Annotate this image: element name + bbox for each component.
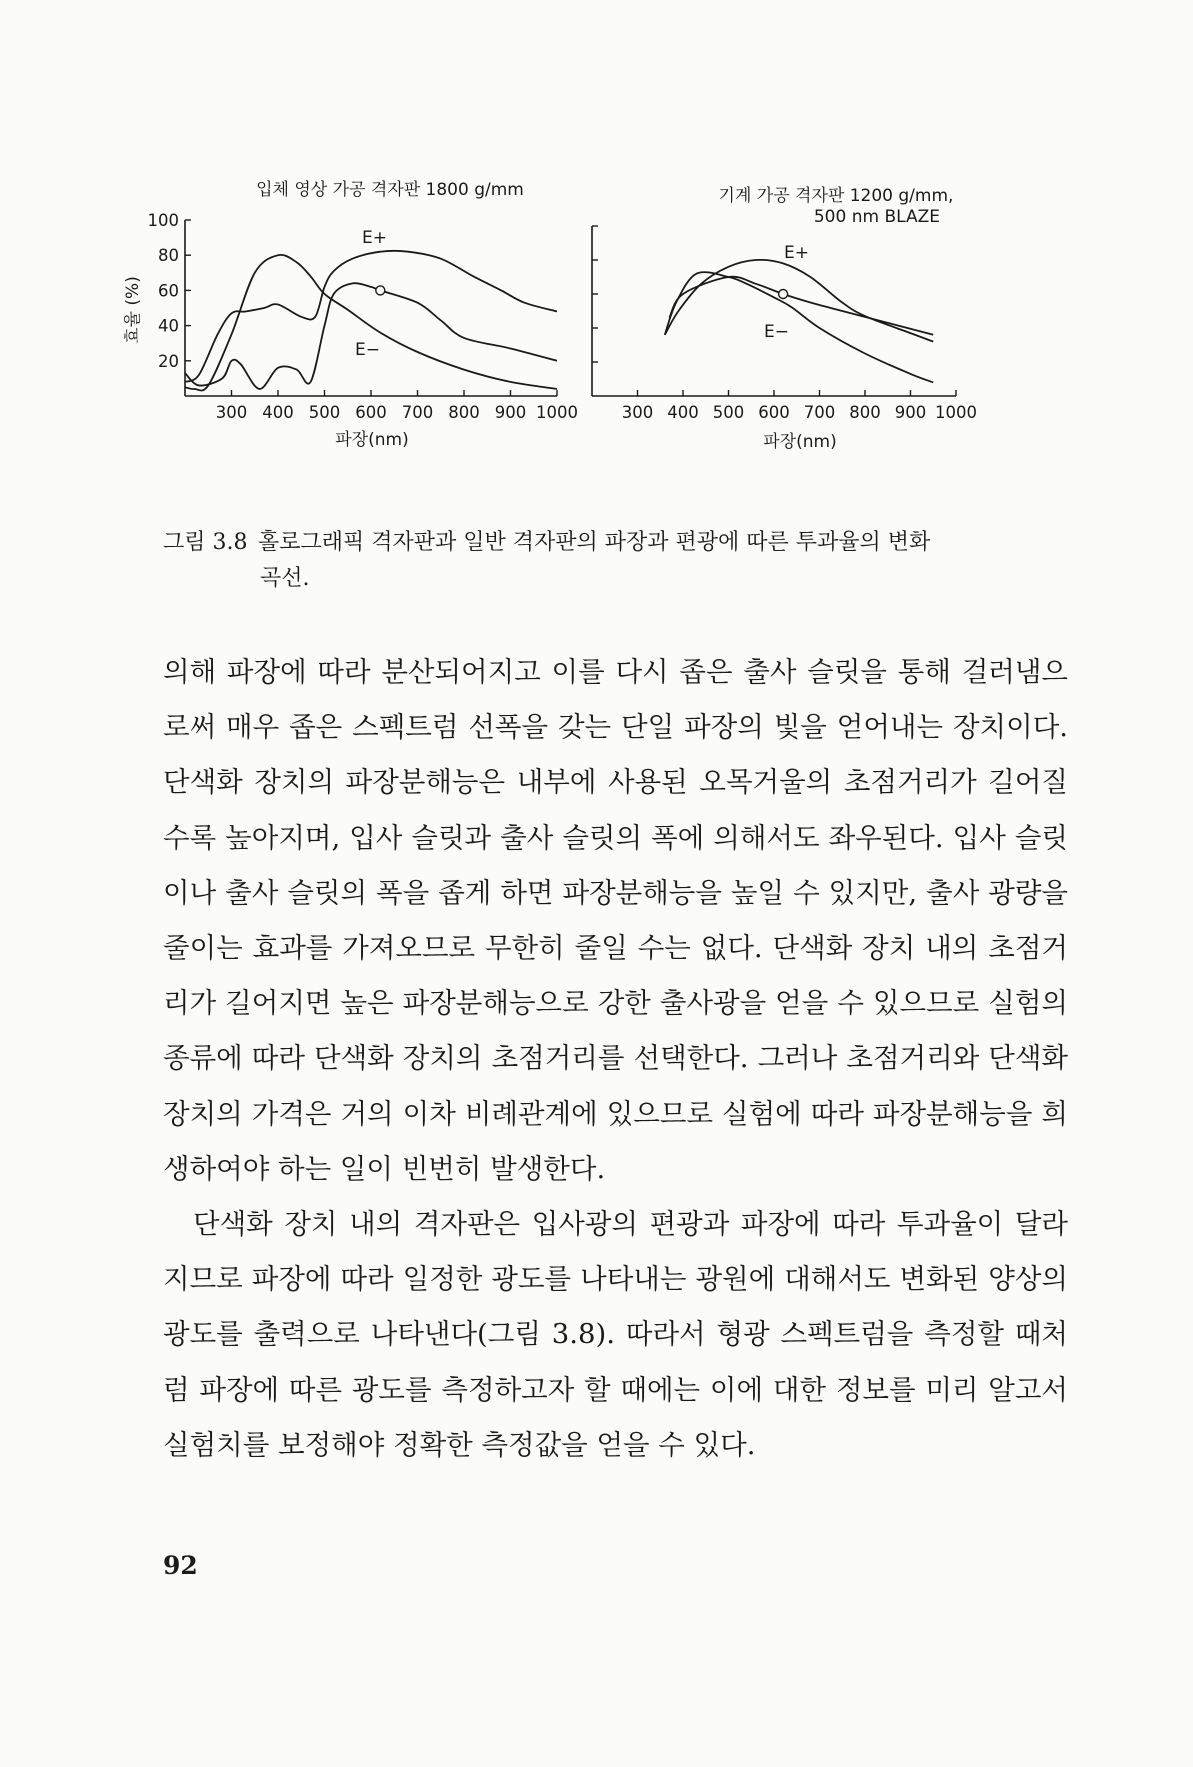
x-tick-label: 1000 — [536, 403, 578, 422]
efficiency-curve-2 — [185, 251, 557, 382]
crossover-marker — [779, 290, 788, 299]
chart2-curves — [665, 260, 933, 383]
x-tick-label: 800 — [849, 403, 881, 422]
chart1-title: 입체 영상 가공 격자판 1800 g/mm — [256, 180, 524, 200]
figure-3-8 — [100, 175, 1110, 520]
x-tick-label: 600 — [758, 403, 790, 422]
y-tick-label: 40 — [158, 316, 179, 336]
caption-line-1 — [163, 525, 1068, 561]
paragraph-1: 의해 파장에 따라 분산되어지고 이를 다시 좁은 출사 슬릿을 통해 걸러냄으로써 매우 좁은 스펙트럼 선폭을 갖는 단일 파장의 빛을 얻어내는 장치이다. 단색화 장치의 파장분해능은 내부에 사용된 오목거울의 초점거리가 길어질수록 높아지며, 입사 슬릿과 출사 슬릿의 폭에 의해서도 좌우된다. 입사 슬릿이나 출사 슬릿의 폭을 좁게 하면 파장분해능을 높일 수 있지만, 출사 광량을 줄이는 효과를 가져오므로 무한히 줄일 수는 없다. 단색화 장치 내의 초점거리가 길어지면 높은 파장분해능으로 강한 출사광을 얻을 수 있으므로 실험의 종류에 따라 단색화 장치의 초점거리를 선택한다. 그러나 초점거리와 단색화 장치의 가격은 거의 이차 비례관계에 있으므로 실험에 따라 파장분해능을 희생하여야 하는 일이 빈번히 발생한다. — [163, 656, 1068, 1185]
efficiency-curve-3 — [185, 283, 557, 389]
chart1-label-e-plus: E+ — [362, 228, 387, 248]
x-tick-label: 400 — [667, 403, 699, 422]
x-tick-label: 400 — [262, 403, 294, 422]
x-tick-label: 300 — [621, 403, 654, 422]
chart1-label-e-minus: E− — [355, 340, 380, 360]
crossover-marker — [376, 286, 385, 295]
chart1-x-axis-label: 파장(nm) — [335, 430, 409, 450]
x-tick-label: 600 — [355, 403, 387, 422]
x-tick-label: 500 — [308, 403, 341, 422]
chart2-subtitle: 500 nm BLAZE — [813, 207, 940, 227]
y-tick-label: 20 — [158, 351, 179, 371]
x-tick-label: 800 — [448, 403, 480, 422]
figure-caption — [163, 525, 1068, 597]
y-tick-label: 60 — [158, 281, 179, 301]
x-tick-label: 900 — [894, 403, 927, 422]
chart1-curves — [185, 251, 557, 391]
chart2-label-e-plus: E+ — [784, 243, 809, 263]
y-axis-label: 효율 (%) — [123, 276, 143, 344]
figure-graphics — [100, 175, 1110, 520]
x-tick-label: 500 — [712, 403, 745, 422]
page-number: 92 — [163, 1551, 198, 1580]
caption-label: 그림 3.8 — [163, 530, 248, 555]
chart2-title: 기계 가공 격자판 1200 g/mm, — [718, 186, 954, 206]
caption-line-2: 곡선. — [260, 566, 310, 591]
body-text — [163, 645, 1068, 1473]
caption-text: 홀로그래픽 격자판과 일반 격자판의 파장과 편광에 따른 투과율의 변화 — [258, 530, 931, 555]
chart2-x-axis-label: 파장(nm) — [763, 432, 837, 452]
efficiency-curve-1 — [185, 255, 557, 391]
x-tick-label: 300 — [215, 403, 248, 422]
y-tick-label: 80 — [158, 246, 179, 266]
x-tick-label: 1000 — [935, 403, 977, 422]
x-tick-label: 700 — [401, 403, 434, 422]
y-tick-label: 100 — [147, 211, 179, 230]
paragraph-2: 단색화 장치 내의 격자판은 입사광의 편광과 파장에 따라 투과율이 달라지므로 파장에 따라 일정한 광도를 나타내는 광원에 대해서도 변화된 양상의 광도를 출력으로 나타낸다(그림 3.8). 따라서 형광 스펙트럼을 측정할 때처럼 파장에 따른 광도를 측정하고자 할 때에는 이에 대한 정보를 미리 알고서 실험치를 보정해야 정확한 측정값을 얻을 수 있다. — [163, 1208, 1068, 1461]
x-tick-label: 700 — [803, 403, 836, 422]
x-tick-label: 900 — [494, 403, 527, 422]
chart2-label-e-minus: E− — [764, 322, 789, 342]
